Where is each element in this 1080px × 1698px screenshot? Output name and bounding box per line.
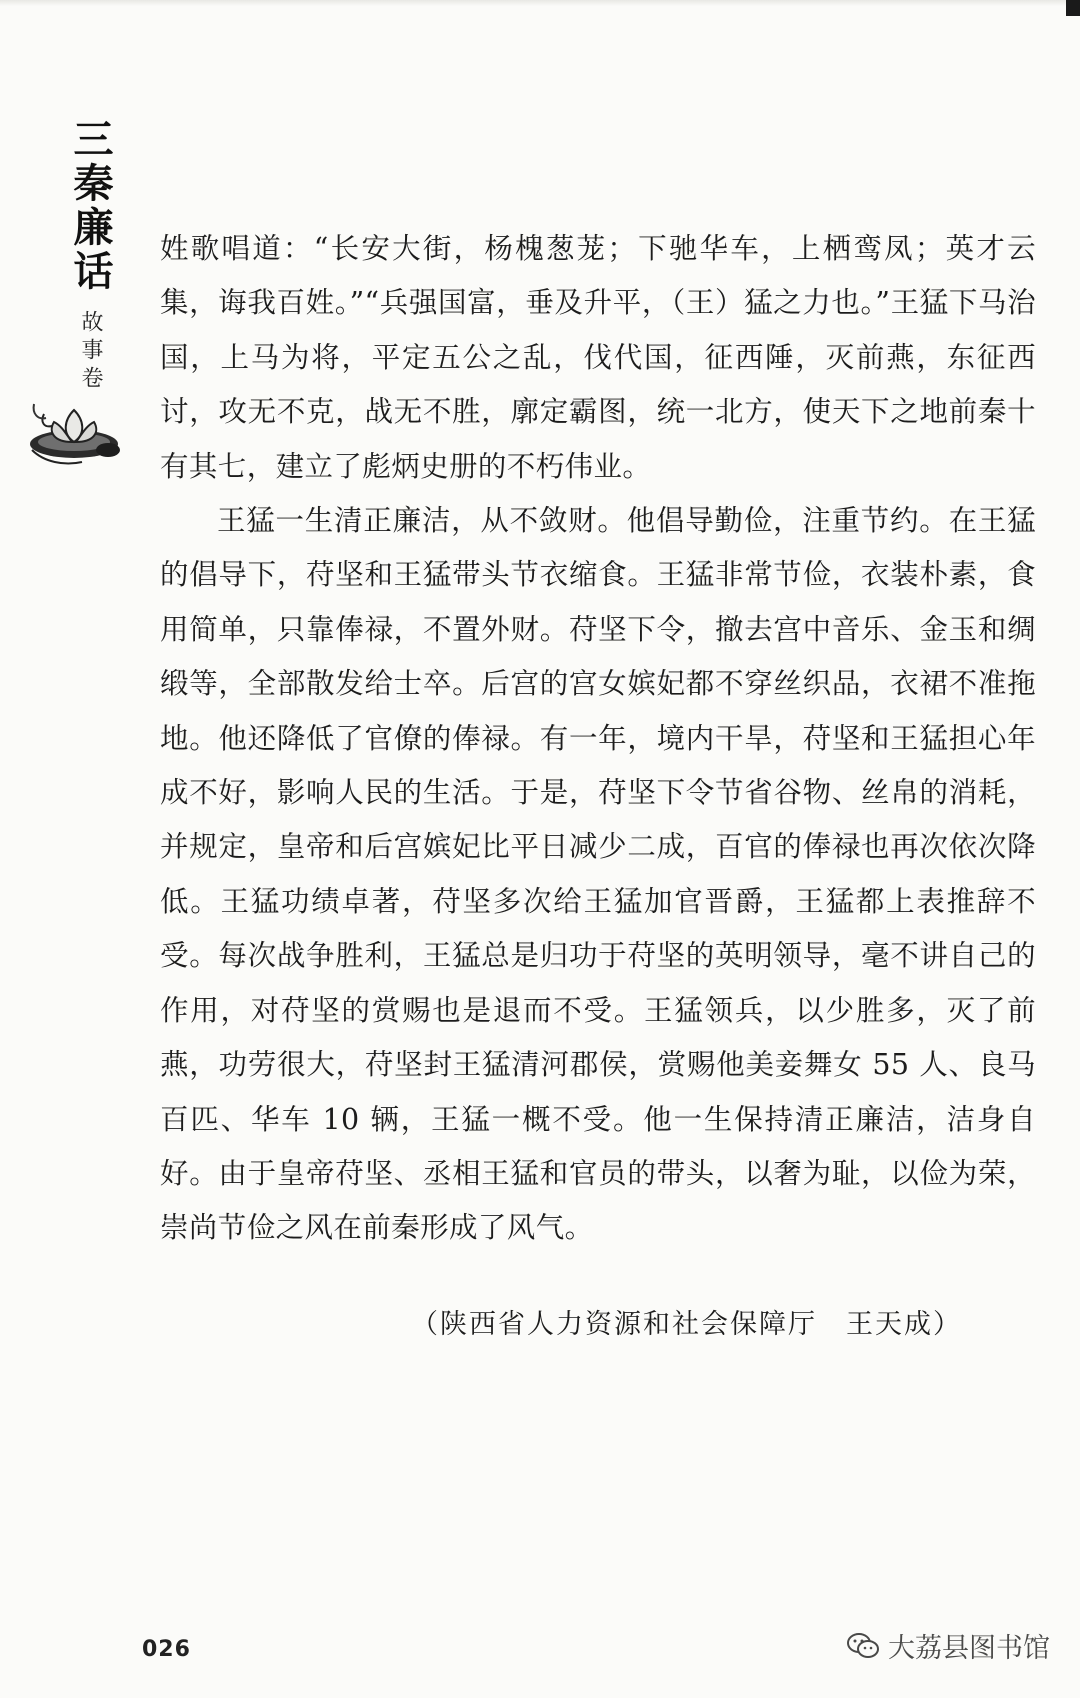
watermark — [846, 1626, 1050, 1665]
lotus-icon — [24, 392, 124, 468]
wechat-icon — [846, 1632, 880, 1660]
series-title: 三秦廉话 — [67, 118, 113, 294]
paragraph: 姓歌唱道：“长安大街，杨槐葱茏；下驰华车，上栖鸾凤；英才云集，诲我百姓。”“兵强国富，垂及升平，（王）猛之力也。”王猛下马治国，上马为将，平定五公之乱，伐代国，征西陲，灭前燕，东征西讨，攻无不克，战无不胜，廓定霸图，统一北方，使天下之地前秦十有其七，建立了彪炳史册的不朽伟业。 — [160, 232, 1036, 483]
series-sidebar — [64, 118, 116, 394]
article-body — [160, 222, 1036, 1256]
paragraph: 王猛一生清正廉洁，从不敛财。他倡导勤俭，注重节约。在王猛的倡导下，苻坚和王猛带头节衣缩食。王猛非常节俭，衣装朴素，食用简单，只靠俸禄，不置外财。苻坚下令，撤去宫中音乐、金玉和绸缎等，全部散发给士卒。后宫的宫女嫔妃都不穿丝织品，衣裙不准拖地。他还降低了官僚的俸禄。有一年，境内干旱，苻坚和王猛担心年成不好，影响人民的生活。于是，苻坚下令节省谷物、丝帛的消耗，并规定，皇帝和后宫嫔妃比平日减少二成，百官的俸禄也再次依次降低。王猛功绩卓著，苻坚多次给王猛加官晋爵，王猛都上表推辞不受。每次战争胜利，王猛总是归功于苻坚的英明领导，毫不讲自己的作用，对苻坚的赏赐也是退而不受。王猛领兵，以少胜多，灭了前燕，功劳很大，苻坚封王猛清河郡侯，赏赐他美妾舞女 55 人、良马百匹、华车 10 辆，王猛一概不受。他一生保持清正廉洁，洁身自好。由于皇帝苻坚、丞相王猛和官员的带头，以奢为耻，以俭为荣，崇尚节俭之风在前秦形成了风气。 — [160, 504, 1036, 1245]
page-edge — [0, 0, 1080, 6]
corner-mark — [1066, 0, 1080, 16]
volume-label: 故事卷 — [78, 310, 103, 394]
watermark-text: 大荔县图书馆 — [888, 1633, 1050, 1664]
author-attribution: （陕西省人力资源和社会保障厅 王天成） — [411, 1309, 962, 1340]
page-number: 026 — [142, 1637, 191, 1662]
